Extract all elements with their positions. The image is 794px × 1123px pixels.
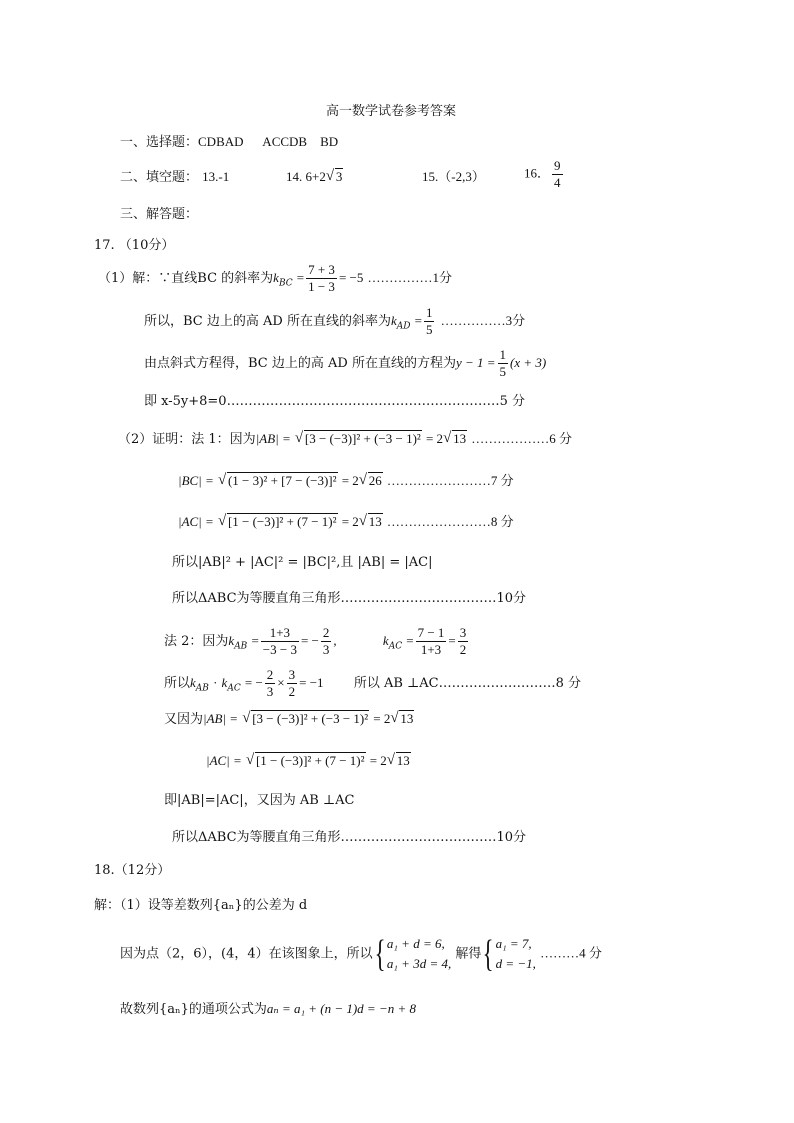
choice-answers	[120, 133, 338, 152]
p17-l7-root: 13	[368, 514, 382, 529]
p17-line8: 所以|AB|² + |AC|² = |BC|²,且 |AB| = |AC|	[172, 555, 433, 570]
p17-l7-rad: [1 − (−3)]² + (7 − 1)²	[227, 514, 337, 529]
p17-l11-suba: AB	[195, 683, 209, 694]
p17-l6-lhs: |BC| =	[178, 473, 214, 488]
p17-l5-lhs: |AB| =	[255, 431, 291, 446]
p17-l10-den2: 1+3	[420, 642, 442, 657]
p17-l1-dots: ……………1分	[367, 270, 453, 285]
p17-l13-sqrt2	[387, 752, 411, 770]
p17-line4: 即 x-5y+8=0………………………………………………………5 分	[144, 394, 525, 409]
p17-l11-frac1	[265, 667, 276, 700]
p18-sys2a: a₁ = 7,	[495, 936, 532, 951]
p17-l5-sqrt	[295, 430, 422, 448]
choice-label: 一、选择题：	[120, 135, 199, 150]
p17-l10-sub1: AB	[234, 641, 248, 652]
p17-line1: （1）解：∵直线BC 的斜率为$k_{BC}$ = $\frac{7 + 3}{1 - 3}$ = −5 ……………1分	[98, 262, 453, 294]
p18-line1: 解：（1）设等差数列{aₙ}的公差为 d	[94, 898, 308, 913]
solution-label: 三、解答题：	[120, 207, 199, 222]
p17-line3	[144, 347, 546, 380]
q14-prefix: 14. 6+2	[286, 169, 326, 184]
p17-l1-k: k	[273, 270, 279, 285]
p18-sys2b: d = −1,	[495, 956, 536, 971]
p17-l13-root: 13	[396, 753, 410, 768]
fill-q14	[286, 168, 343, 186]
p17-l2-k: k	[390, 313, 397, 328]
p17-l2-dots: ……………3分	[440, 313, 526, 328]
p17-l7-sqrt	[218, 513, 338, 531]
p18-brace-left: {	[374, 933, 386, 975]
p17-l10-eq1: = −	[300, 633, 319, 648]
p17-l2-frac	[424, 305, 435, 338]
p17-l11-kb: k	[221, 675, 228, 690]
page-title: 高一数学试卷参考答案	[326, 104, 457, 119]
p17-l11-d1: 3	[266, 684, 274, 699]
choice-values: CDBAD ACCDB BD	[198, 134, 339, 149]
p17-l2-num: 1	[425, 305, 433, 320]
p17-l5-text: （2）证明：法 1：因为	[118, 432, 256, 447]
p17-l6-dots: ……………………7 分	[386, 473, 514, 488]
p17-l7-rhs: = 2	[341, 514, 359, 529]
p17-l11-eq: = −	[244, 675, 263, 690]
p17-l1-sub: BC	[278, 278, 293, 289]
p17-line12	[164, 710, 414, 729]
p17-l5-rad: [3 − (−3)]² + (−3 − 1)²	[304, 431, 421, 446]
p17-l7-sqrt2	[359, 513, 383, 531]
p17-l12-sqrt	[242, 710, 369, 728]
p17-l10-k1: k	[228, 633, 235, 648]
p17-l12-rad: [3 − (−3)]² + (−3 − 1)²	[252, 711, 369, 726]
p17-l10-frac1b	[321, 625, 332, 658]
q16-prefix: 16．	[524, 165, 551, 181]
fill-q13: 13.-1	[202, 169, 230, 184]
p17-l1-den: 1 − 3	[308, 279, 335, 294]
p17-l11-subb: AC	[227, 683, 241, 694]
fill-label: 二、填空题：	[120, 170, 199, 185]
p17-l11-frac2	[287, 667, 298, 700]
p18-header: 18.（12分）	[94, 863, 171, 878]
p17-l1-result: = −5	[338, 270, 364, 285]
p18-l3-expr: aₙ = a₁ + (n − 1)d = −n + 8	[266, 1001, 417, 1016]
p17-l10-den2b: 2	[459, 642, 467, 657]
p17-l10-sub2: AC	[388, 641, 403, 652]
p17-l11-res: = −1	[299, 675, 324, 690]
p17-l10-k2: k	[382, 633, 389, 648]
p17-l11-text: 所以	[164, 676, 191, 691]
p17-line7	[178, 513, 514, 532]
fill-answers	[120, 168, 229, 187]
p17-l7-dots: ……………………8 分	[386, 514, 514, 529]
p17-l10-den1: −3 − 3	[262, 642, 297, 657]
p17-l11-d2: 2	[288, 684, 296, 699]
p17-l1-text: （1）解：∵直线BC 的斜率为	[98, 271, 274, 286]
p17-l11-times: ×	[277, 675, 285, 690]
p17-header: 17. （10分）	[94, 238, 175, 253]
p17-line15: 所以ΔABC为等腰直角三角形………………………………10分	[172, 830, 527, 845]
p17-l11-n1: 2	[266, 667, 274, 682]
p17-l10-frac1	[261, 625, 299, 658]
p17-l3-num: 1	[499, 347, 507, 362]
p17-line2: 所以，BC 边上的高 AD 所在直线的斜率为$k_{AD}$ = $\frac{1}{5}$ ……………3分	[144, 305, 526, 337]
p18-brace-right: {	[483, 933, 494, 975]
p17-l3-eq-right: (x + 3)	[510, 355, 547, 370]
p17-l10-num1b: 2	[322, 625, 330, 640]
p17-l12-root: 13	[400, 711, 414, 726]
q16-num: 9	[554, 158, 561, 173]
p17-line11	[164, 667, 581, 700]
p17-l12-sqrt2	[390, 710, 414, 728]
p17-l10-num2b: 3	[459, 625, 467, 640]
p17-line6	[178, 472, 514, 491]
p18-system2	[496, 934, 536, 974]
p17-l12-lhs: |AB| =	[203, 711, 239, 726]
p17-l1-frac	[306, 262, 337, 295]
p17-l10-den1b: 3	[322, 642, 330, 657]
p17-l5-rhs: = 2	[425, 431, 444, 446]
p17-l10-frac2	[416, 625, 447, 658]
q14-root: 3	[335, 169, 343, 184]
p17-l6-root: 26	[368, 473, 382, 488]
p17-l6-rad: (1 − 3)² + [7 − (−3)]²	[227, 473, 337, 488]
p17-l11-n2: 3	[288, 667, 296, 682]
p17-l13-sqrt	[246, 752, 366, 770]
p17-l1-num: 7 + 3	[308, 262, 335, 277]
p17-l2-text: 所以，BC 边上的高 AD 所在直线的斜率为	[144, 314, 391, 329]
p17-l6-sqrt2	[359, 472, 383, 490]
p18-line2	[120, 934, 602, 974]
fill-q16	[524, 158, 565, 191]
fill-q15: 15.（-2,3）	[422, 169, 485, 184]
p17-line14: 即|AB|=|AC|，又因为 AB ⊥AC	[164, 793, 355, 808]
q16-den: 4	[554, 175, 561, 190]
p17-line9: 所以ΔABC为等腰直角三角形………………………………10分	[172, 591, 527, 606]
p17-line10: 法 2：因为$k_{AB}$ = $\frac{1+3}{-3 - 3}$ = − $\frac{2}{3}$ , $k_{AC}$ = $\frac{7 - 1}{1+3}$ = $\frac{3}{2}$	[164, 625, 467, 657]
p17-l5-sqrt2	[443, 430, 467, 448]
p18-l2-text: 因为点（2，6），(4，4）在该图象上，所以	[120, 946, 373, 962]
p18-sys1b: a₁ + 3d = 4,	[386, 956, 452, 971]
p18-l2-mid: 解得	[455, 946, 482, 962]
p17-l5-root: 13	[453, 431, 467, 446]
p17-l11-dot: ·	[213, 675, 218, 690]
p18-l2-dots: ………4 分	[540, 945, 602, 961]
p18-sys1a: a₁ + d = 6,	[386, 936, 445, 951]
p17-l12-rhs: = 2	[373, 711, 391, 726]
p17-l11-tail: 所以 AB ⊥AC………………………8 分	[353, 676, 581, 691]
p17-l13-lhs: |AC| =	[206, 753, 242, 768]
p17-l3-den: 5	[499, 364, 507, 379]
p17-l10-num1: 1+3	[261, 625, 299, 642]
p17-l10-eq2: =	[448, 633, 456, 648]
p17-line5	[118, 430, 572, 449]
p17-l2-den: 5	[425, 322, 433, 337]
p17-l13-rad: [1 − (−3)]² + (7 − 1)²	[255, 753, 365, 768]
p17-l10-num2: 7 − 1	[417, 625, 445, 640]
p17-l6-rhs: = 2	[341, 473, 359, 488]
p17-l10-frac2b	[458, 625, 469, 658]
p17-l7-lhs: |AC| =	[178, 514, 214, 529]
p17-l3-eq-left: y − 1 =	[455, 355, 496, 370]
p17-l11-ka: k	[190, 675, 196, 690]
p17-l3-frac	[498, 347, 509, 380]
p17-l2-sub: AD	[396, 321, 411, 332]
p17-l5-dots: ………………6 分	[471, 431, 572, 446]
p17-l13-rhs: = 2	[369, 753, 387, 768]
p17-l3-text: 由点斜式方程得，BC 边上的高 AD 所在直线的方程为	[144, 356, 456, 371]
p17-l6-sqrt	[218, 472, 338, 490]
p18-line3	[120, 1000, 416, 1019]
p17-l12-text: 又因为	[164, 712, 204, 727]
q14-sqrt	[326, 168, 344, 186]
q16-fraction	[552, 158, 563, 191]
p17-line13	[206, 752, 411, 771]
p18-l3-text: 故数列{aₙ}的通项公式为	[120, 1002, 267, 1017]
p17-l10-text: 法 2：因为	[164, 634, 229, 649]
p18-system1	[387, 934, 451, 974]
